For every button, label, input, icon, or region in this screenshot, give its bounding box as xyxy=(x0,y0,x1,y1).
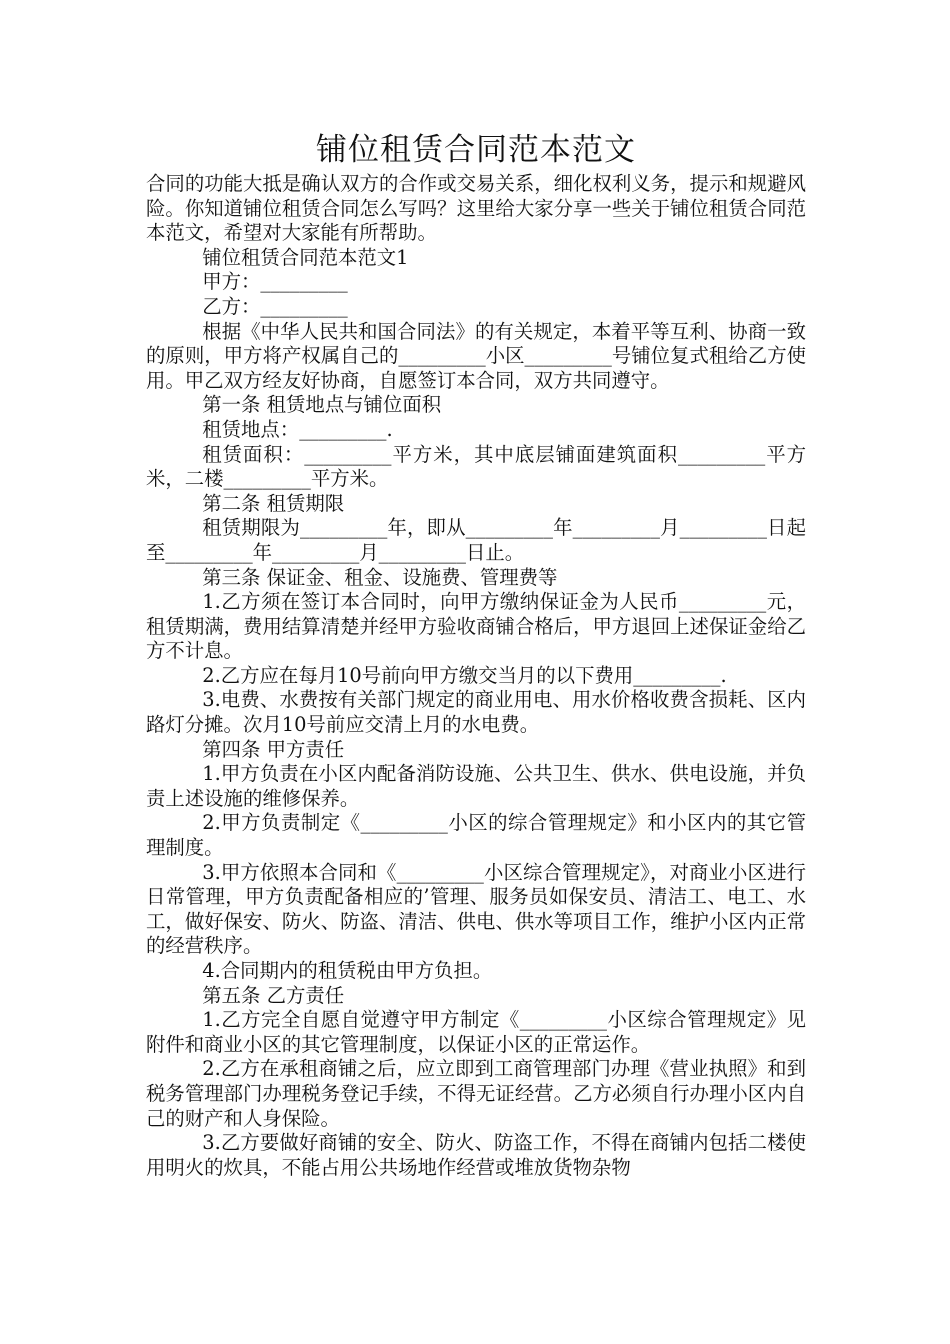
paragraph: 3.乙方要做好商铺的安全、防火、防盗工作，不得在商铺内包括二楼使用明火的炊具，不能占用公共场地作经营或堆放货物杂物 xyxy=(146,1131,806,1179)
paragraph: 第四条 甲方责任 xyxy=(202,737,345,761)
paragraph: 铺位租赁合同范本范文1 xyxy=(202,245,409,269)
paragraph: 1.乙方须在签订本合同时，向甲方缴纳保证金为人民币_________元，租赁期满，费用结算清楚并经甲方验收商铺合格后，甲方退回上述保证金给乙方不计息。 xyxy=(146,590,806,663)
paragraph: 租赁面积：_________平方米，其中底层铺面建筑面积_________平方米，二楼_________平方米。 xyxy=(146,442,806,491)
paragraph: 第三条 保证金、租金、设施费、管理费等 xyxy=(202,565,558,589)
paragraph: 甲方：_________ xyxy=(202,270,348,294)
document-body xyxy=(146,172,806,1180)
paragraph: 1.甲方负责在小区内配备消防设施、公共卫生、供水、供电设施，并负责上述设施的维修保养。 xyxy=(146,762,806,810)
paragraph: 合同的功能大抵是确认双方的合作或交易关系，细化权利义务，提示和规避风险。你知道铺位租赁合同怎么写吗？这里给大家分享一些关于铺位租赁合同范本范文，希望对大家能有所帮助。 xyxy=(146,172,806,245)
paragraph: 1.乙方完全自愿自觉遵守甲方制定《_________小区综合管理规定》见附件和商业小区的其它管理制度，以保证小区的正常运作。 xyxy=(146,1008,806,1056)
paragraph: 3.电费、水费按有关部门规定的商业用电、用水价格收费含损耗、区内路灯分摊。次月10号前应交清上月的水电费。 xyxy=(146,688,806,737)
paragraph: 根据《中华人民共和国合同法》的有关规定，本着平等互利、协商一致的原则，甲方将产权属自己的_________小区_________号铺位复式租给乙方使用。甲乙双方经友好协商，自愿签订本合同，双方共同遵守。 xyxy=(146,319,806,392)
paragraph: 2.乙方应在每月10号前向甲方缴交当月的以下费用_________. xyxy=(202,663,727,687)
paragraph: 租赁期限为_________年，即从_________年_________月_________日起至_________年_________月_________日止。 xyxy=(146,516,806,564)
paragraph: 第二条 租赁期限 xyxy=(202,491,345,515)
document-title: 铺位租赁合同范本范文 xyxy=(316,132,636,168)
paragraph: 2.甲方负责制定《_________小区的综合管理规定》和小区内的其它管理制度。 xyxy=(146,811,806,860)
paragraph: 2.乙方在承租商铺之后，应立即到工商管理部门办理《营业执照》和到税务管理部门办理税务登记手续，不得无证经营。乙方必须自行办理小区内自己的财产和人身保险。 xyxy=(146,1057,806,1130)
paragraph: 3.甲方依照本合同和《_________小区综合管理规定》，对商业小区进行日常管理，甲方负责配备相应的’管理、服务员如保安员、清洁工、电工、水工，做好保安、防火、防盗、清洁、供电、供水等项目工作，维护小区内正常的经营秩序。 xyxy=(146,860,806,958)
paragraph: 租赁地点：_________. xyxy=(202,417,393,441)
paragraph: 第一条 租赁地点与铺位面积 xyxy=(202,393,442,417)
document-page xyxy=(146,128,806,1180)
paragraph: 乙方：_________ xyxy=(202,294,348,318)
paragraph: 第五条 乙方责任 xyxy=(202,983,345,1007)
paragraph: 4.合同期内的租赁税由甲方负担。 xyxy=(202,959,493,982)
